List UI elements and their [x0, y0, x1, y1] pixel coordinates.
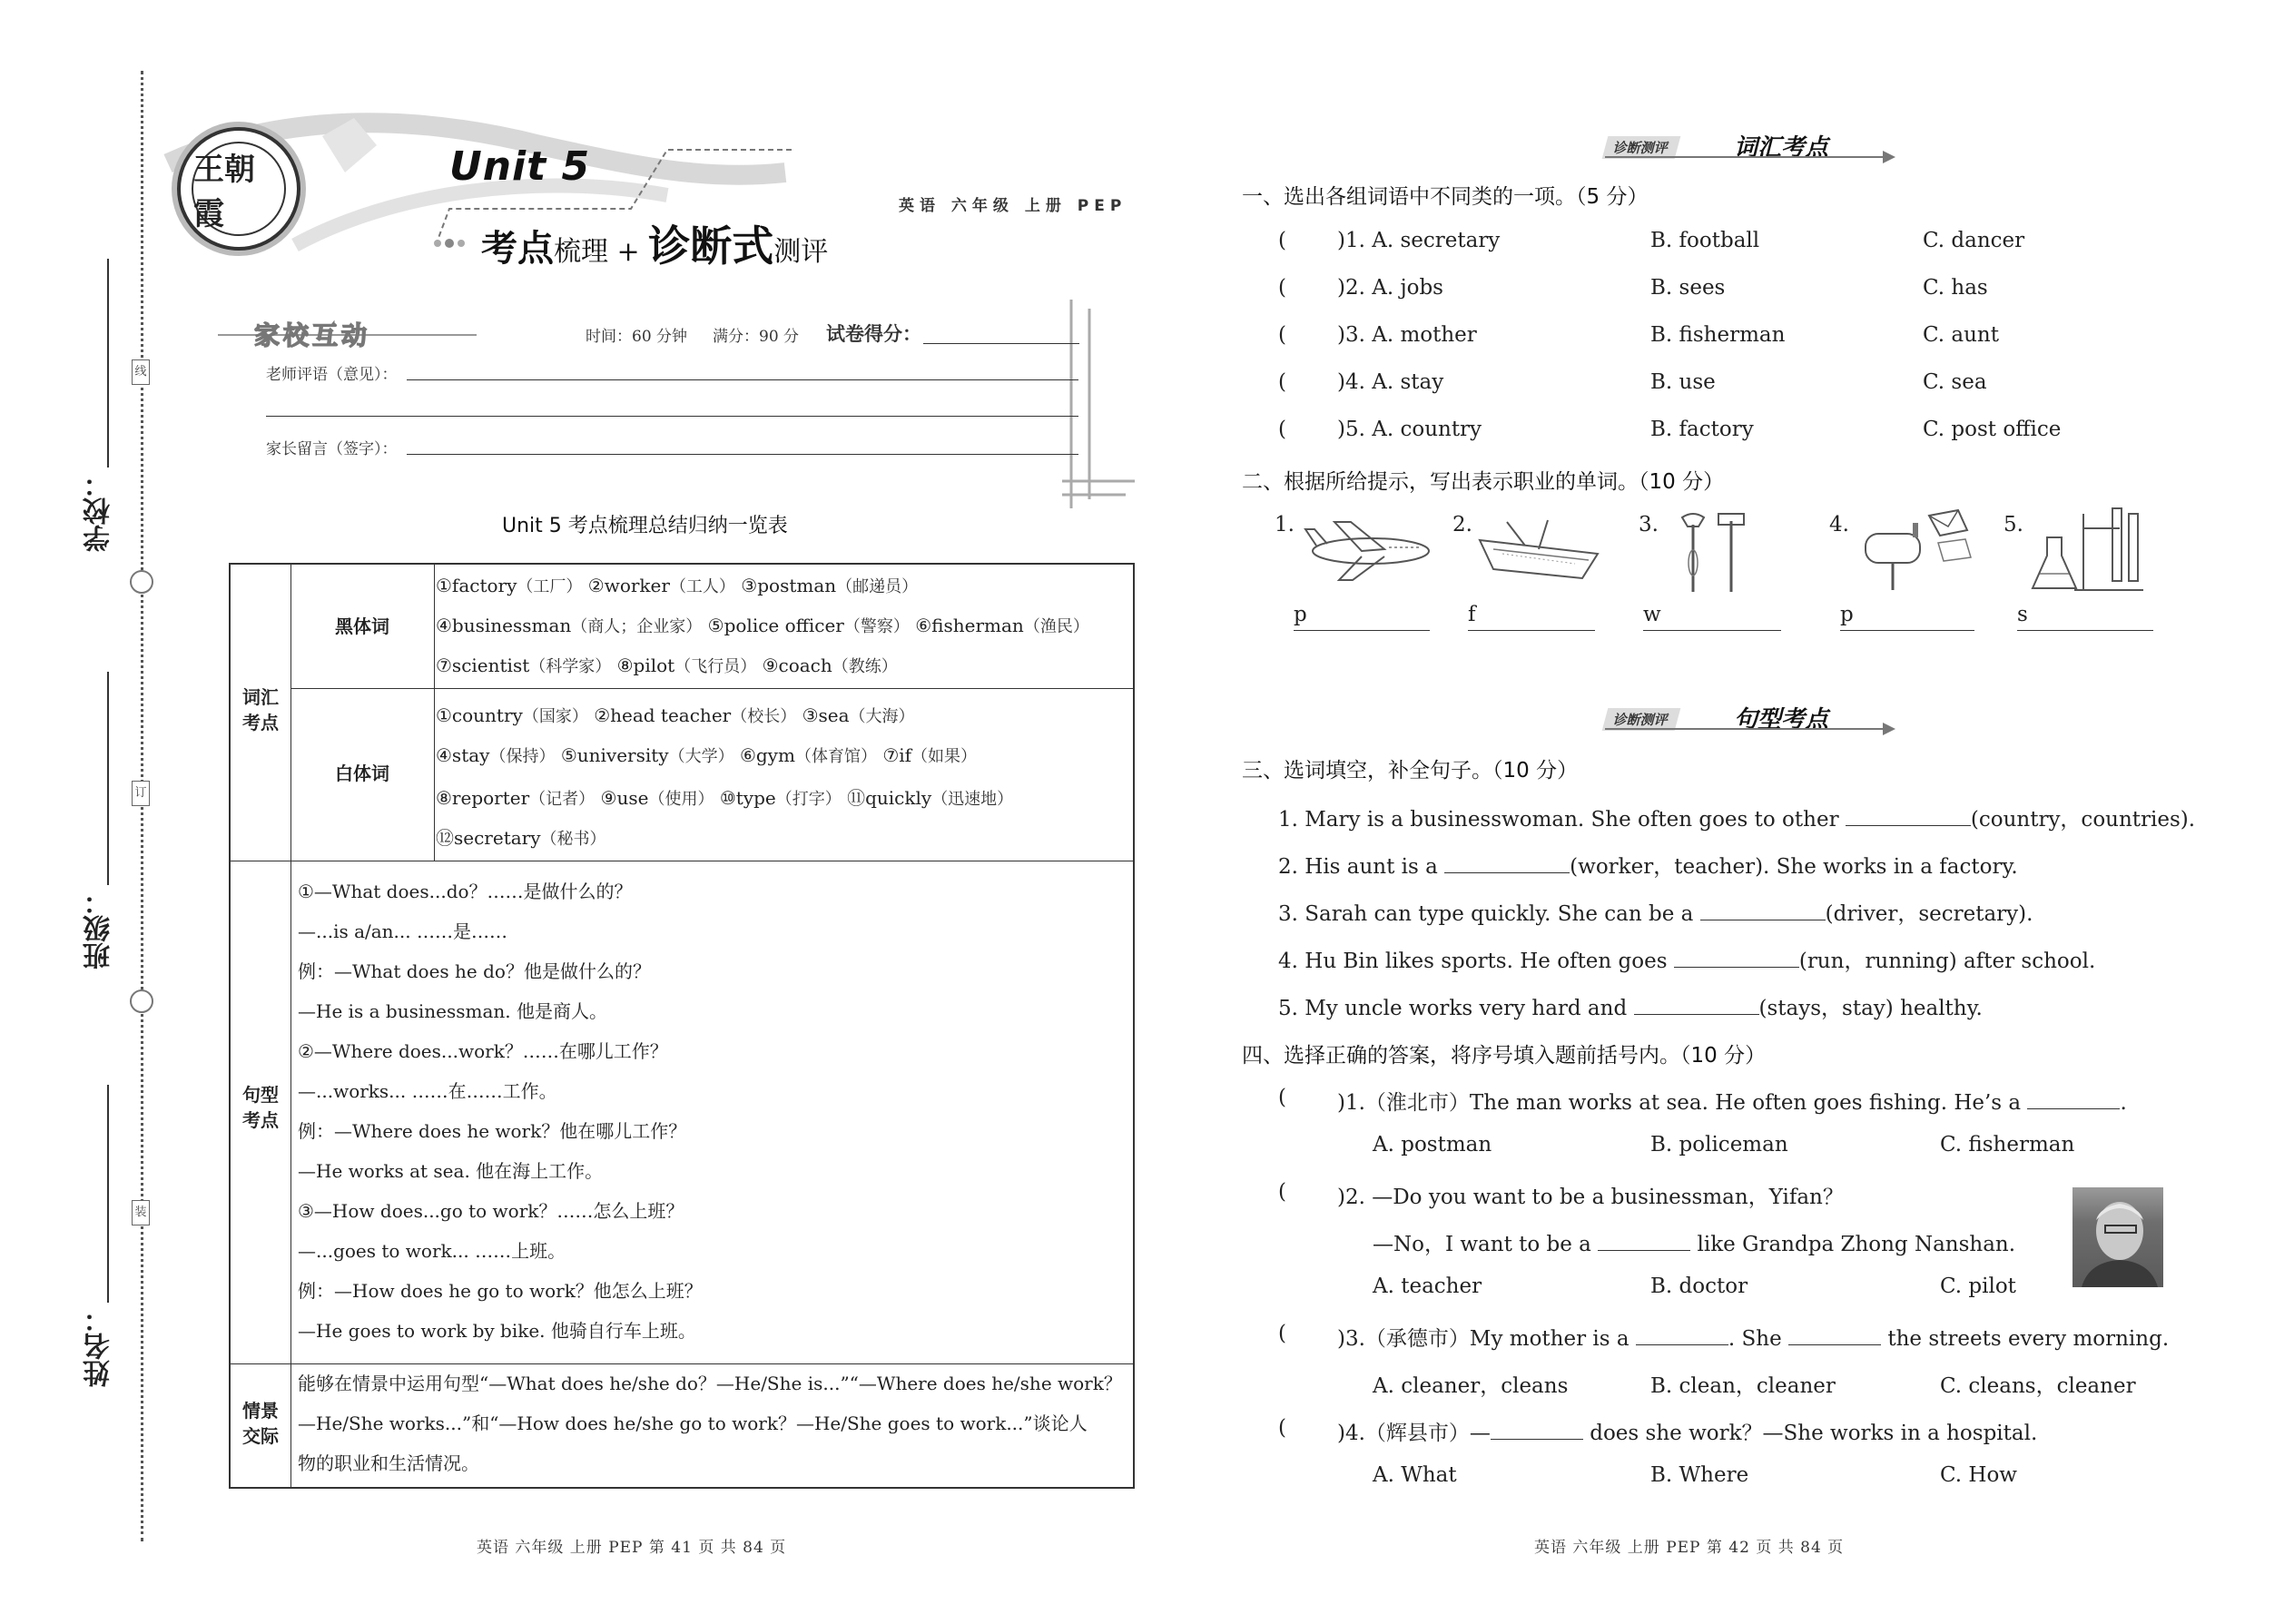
banner-title: 词汇考点 [1734, 134, 1829, 162]
bold-word-row [436, 654, 898, 677]
question-text: (driver，secretary). [1825, 902, 2033, 926]
choice-option: B. clean，cleaner [1650, 1374, 1836, 1398]
teacher-comment-line[interactable] [407, 379, 1078, 380]
word: ①country [436, 704, 523, 726]
choice-question [1337, 1416, 2037, 1446]
banner-title: 句型考点 [1734, 706, 1829, 733]
word: ②worker [587, 575, 670, 596]
category-text: 考点 [242, 1109, 279, 1131]
word-meaning: （科学家） [529, 657, 612, 676]
vocab-section-banner [1605, 129, 1905, 163]
choice-question: )2. —Do you want to be a businessman，Yifan？ [1337, 1186, 1844, 1209]
choice-option: A. postman [1373, 1133, 1492, 1156]
question-option-a: )5. A. country [1337, 418, 1482, 441]
word: ⑨coach [762, 655, 832, 676]
word-meaning: （迅速地） [931, 790, 1014, 809]
question-text: the streets every morning. [1881, 1327, 2170, 1351]
student-name-line[interactable] [107, 1085, 109, 1303]
sentence-pattern-line: —He is a businessman. 他是商人。 [298, 1000, 608, 1022]
word-meaning: （教练） [832, 657, 898, 676]
bold-word-row [436, 574, 918, 597]
question-option-b: B. football [1650, 229, 1760, 252]
choice-option: C. How [1940, 1463, 2017, 1487]
answer-paren-open[interactable]: ( [1278, 370, 1286, 394]
choice-option: C. cleans，cleaner [1940, 1374, 2136, 1398]
arrow-right-icon [1883, 151, 1895, 163]
choice-option: C. pilot [1940, 1275, 2016, 1298]
mailbox-icon [1856, 507, 1974, 593]
word: ⑩type [719, 787, 776, 809]
word: ⑥fisherman [915, 615, 1024, 636]
school-name-line[interactable] [107, 259, 109, 468]
answer-blank[interactable] [1788, 1326, 1881, 1345]
table-rule [290, 688, 1135, 689]
time-limit: 时间：60 分钟 [586, 328, 688, 346]
choice-question [1337, 1086, 2127, 1116]
word: ⑦scientist [436, 655, 530, 676]
word: ④stay [436, 744, 490, 766]
question-text: )1.（淮北市）The man works at sea. He often goes fishing. He’s a [1337, 1091, 2028, 1115]
answer-line[interactable] [2017, 630, 2153, 631]
section2-heading: 二、根据所给提示，写出表示职业的单词。（10 分） [1242, 470, 1725, 494]
answer-line[interactable] [1468, 630, 1595, 631]
word-meaning: （大海） [849, 707, 915, 726]
answer-blank[interactable] [1444, 854, 1570, 873]
choice-option: A. cleaner，cleans [1373, 1374, 1569, 1398]
choice-option: B. doctor [1650, 1275, 1748, 1298]
question-text: (run，running) after school. [1798, 950, 2096, 973]
name-label: 姓名： [84, 1305, 115, 1387]
question-option-a: )4. A. stay [1337, 370, 1444, 394]
word-meaning: （使用） [648, 790, 714, 809]
parent-comment-label: 家长留言（签字）： [266, 440, 398, 458]
answer-line[interactable] [1840, 630, 1974, 631]
picture-number: 5. [2004, 513, 2023, 536]
unit-title: Unit 5 [449, 143, 591, 190]
banner-tag: 诊断测评 [1602, 136, 1681, 159]
initial-letter: p [1840, 603, 1854, 626]
section4-heading: 四、选择正确的答案，将序号填入题前括号内。（10 分） [1242, 1044, 1767, 1068]
question-text: —No，I want to be a [1373, 1233, 1599, 1256]
tools-icon [1666, 508, 1757, 595]
question-text: 4. Hu Bin likes sports. He often goes [1278, 950, 1674, 973]
portrait-photo [2072, 1187, 2163, 1287]
sentence-pattern-line: ②—Where does...work？……在哪儿工作？ [298, 1040, 668, 1062]
question-text: . She [1728, 1327, 1789, 1351]
question-option-b: B. sees [1650, 276, 1726, 300]
question-option-b: B. use [1650, 370, 1716, 394]
word: ⑧pilot [616, 655, 675, 676]
sentence-pattern-line: 例：—What does he do？他是做什么的？ [298, 960, 651, 982]
word-meaning: （记者） [529, 790, 596, 809]
airplane-icon [1298, 513, 1434, 586]
question-option-c: C. has [1923, 276, 1988, 300]
word-meaning: （秘书） [540, 830, 606, 849]
word: ①factory [436, 575, 517, 596]
page-subtitle [481, 213, 828, 273]
choice-question [1373, 1227, 2015, 1257]
sentence-pattern-line: —...works... ……在……工作。 [298, 1080, 557, 1102]
category-text: 情景 [242, 1400, 279, 1422]
picture-number: 4. [1829, 513, 1849, 536]
choice-option: A. What [1373, 1463, 1457, 1487]
choice-option: A. teacher [1373, 1275, 1482, 1298]
question-text: 3. Sarah can type quickly. She can be a [1278, 902, 1700, 926]
question-text: . [2120, 1091, 2127, 1115]
sentence-pattern-line: —He goes to work by bike. 他骑自行车上班。 [298, 1320, 696, 1342]
category-text: 词汇 [242, 686, 279, 708]
word-meaning: （工厂） [517, 577, 583, 596]
banner-rule [1605, 156, 1886, 158]
arrow-right-icon [1883, 723, 1895, 735]
bold-word-row [436, 614, 1089, 637]
question-option-a: )1. A. secretary [1337, 229, 1501, 252]
score-input-line[interactable] [923, 343, 1079, 344]
page-footer-left: 英语 六年级 上册 PEP 第 41 页 共 84 页 [477, 1539, 787, 1557]
binding-mark: 线 [132, 359, 150, 385]
category-text: 交际 [242, 1425, 279, 1447]
choice-option: B. policeman [1650, 1133, 1788, 1156]
banner-tag: 诊断测评 [1602, 708, 1681, 731]
teacher-comment-line[interactable] [266, 416, 1078, 417]
category-text: 考点 [242, 712, 279, 733]
picture-number: 3. [1639, 513, 1659, 536]
sentence-pattern-line: —He works at sea. 他在海上工作。 [298, 1160, 604, 1182]
answer-paren-open[interactable]: ( [1278, 418, 1286, 441]
sentence-pattern-line: ③—How does...go to work？……怎么上班？ [298, 1200, 684, 1222]
initial-letter: p [1294, 603, 1307, 626]
word-meaning: （邮递员） [836, 577, 919, 596]
answer-blank[interactable] [1636, 1326, 1728, 1345]
sentence-pattern-line: 例：—Where does he work？他在哪儿工作？ [298, 1120, 687, 1142]
binding-hole [130, 570, 153, 594]
sentence-section-banner [1605, 701, 1905, 735]
scene-description-line: 物的职业和生活情况。 [298, 1452, 479, 1474]
answer-paren-open[interactable]: ( [1278, 229, 1286, 252]
answer-blank[interactable] [1674, 949, 1799, 968]
answer-line[interactable] [1294, 630, 1430, 631]
fill-blank-question [1278, 897, 2033, 927]
picture-number: 1. [1275, 513, 1295, 536]
scene-description-line: 能够在情景中运用句型“—What does he/she do？—He/She is...”“—Where does he/she work？ [298, 1373, 1122, 1394]
answer-blank[interactable] [1700, 901, 1826, 920]
word: ⑥gym [739, 744, 795, 766]
question-text: (stays，stay) healthy. [1758, 997, 1983, 1020]
question-text: )4.（辉县市）— [1337, 1422, 1491, 1445]
subtitle-part: 测评 [773, 236, 829, 268]
word: ③postman [741, 575, 837, 596]
page-footer-right: 英语 六年级 上册 PEP 第 42 页 共 84 页 [1534, 1539, 1845, 1557]
section3-heading: 三、选词填空，补全句子。（10 分） [1242, 759, 1579, 782]
question-text: like Grandpa Zhong Nanshan. [1690, 1233, 2016, 1256]
fill-blank-question [1278, 944, 2095, 974]
table-rule [434, 565, 435, 861]
answer-blank[interactable] [1491, 1421, 1583, 1440]
sentence-pattern-line: 例：—How does he go to work？他怎么上班？ [298, 1280, 703, 1302]
answer-blank[interactable] [1846, 807, 1971, 826]
word: ⑪quickly [847, 787, 932, 809]
binding-mark: 订 [132, 781, 150, 806]
lab-flask-icon [2029, 501, 2147, 596]
question-text: 5. My uncle works very hard and [1278, 997, 1634, 1020]
word: ⑤university [560, 744, 669, 766]
fill-blank-question [1278, 991, 1983, 1021]
question-text: 1. Mary is a businesswoman. She often goes to other [1278, 808, 1846, 832]
plain-word-row [436, 704, 915, 727]
word: ⑫secretary [436, 827, 541, 849]
summary-table-title: Unit 5 考点梳理总结归纳一览表 [502, 515, 788, 537]
corner-lines-decoration [1062, 300, 1135, 508]
subtitle-part: 梳理 [554, 236, 608, 268]
binding-dotted-line [141, 71, 143, 1541]
question-option-c: C. post office [1923, 418, 2062, 441]
question-option-c: C. dancer [1923, 229, 2025, 252]
word-meaning: （保持） [489, 747, 556, 766]
word-meaning: （校长） [731, 707, 797, 726]
publisher-logo [177, 127, 300, 251]
plain-word-row [436, 743, 977, 767]
question-option-c: C. aunt [1923, 323, 1999, 347]
answer-blank[interactable] [1598, 1232, 1690, 1251]
answer-blank[interactable] [2027, 1090, 2120, 1109]
fill-blank-question [1278, 802, 2195, 832]
sentence-category [231, 1082, 290, 1133]
binding-hole [130, 989, 153, 1013]
word: ⑦if [882, 744, 912, 766]
word-meaning: （如果） [911, 747, 978, 766]
fishing-boat-icon [1475, 513, 1602, 586]
choice-question [1337, 1322, 2169, 1352]
answer-paren-open[interactable]: ( [1278, 323, 1286, 347]
plain-word-row [436, 823, 606, 850]
logo-text: 王朝霞 [192, 142, 286, 236]
answer-paren-open[interactable]: ( [1278, 276, 1286, 300]
word-meaning: （飞行员） [674, 657, 757, 676]
word-meaning: （打字） [775, 790, 842, 809]
initial-letter: f [1468, 603, 1476, 626]
question-option-b: B. fisherman [1650, 323, 1786, 347]
school-label: 学校： [84, 470, 115, 552]
question-text: )3.（承德市）My mother is a [1337, 1327, 1636, 1351]
word: ⑤police officer [707, 615, 844, 636]
answer-paren-open[interactable]: ( [1278, 1322, 1286, 1345]
word-meaning: （大学） [668, 747, 734, 766]
table-rule [290, 565, 291, 1487]
subtitle-plus: + [616, 236, 640, 268]
initial-letter: s [2017, 603, 2028, 626]
word-meaning: （警察） [843, 617, 910, 636]
word: ②head teacher [594, 704, 732, 726]
choice-option: B. Where [1650, 1463, 1749, 1487]
home-school-heading: 家校互动 [254, 320, 371, 350]
section1-heading: 一、选出各组词语中不同类的一项。（5 分） [1242, 185, 1649, 209]
word-meaning: （工人） [669, 577, 735, 596]
portrait-image [2072, 1187, 2163, 1287]
answer-paren-open[interactable]: ( [1278, 1086, 1286, 1109]
initial-letter: w [1643, 603, 1661, 626]
answer-paren-open[interactable]: ( [1278, 1416, 1286, 1440]
class-label: 班级： [84, 888, 115, 969]
sentence-pattern-line: —...is a/an... ……是…… [298, 920, 507, 942]
sentence-pattern-line: —...goes to work... ……上班。 [298, 1240, 566, 1262]
summary-table [229, 563, 1135, 1489]
vocab-category [231, 684, 290, 735]
subtitle-part: 诊断式 [648, 221, 774, 271]
word-meaning: （体育馆） [794, 747, 877, 766]
table-rule [231, 1363, 1135, 1364]
word-meaning: （国家） [522, 707, 588, 726]
subtitle-part: 考点 [481, 227, 554, 270]
question-text: does she work？—She works in a hospital. [1582, 1422, 2038, 1445]
question-option-c: C. sea [1923, 370, 1987, 394]
word: ④businessman [436, 615, 572, 636]
answer-line[interactable] [1643, 630, 1781, 631]
full-score: 满分：90 分 [713, 328, 800, 346]
question-text: 2. His aunt is a [1278, 855, 1445, 879]
picture-number: 2. [1452, 513, 1472, 536]
score-label: 试卷得分： [826, 322, 921, 345]
plain-words-category: 白体词 [335, 763, 389, 784]
subject-grade-line: 英语 六年级 上册 PEP [899, 197, 1127, 215]
answer-paren-open[interactable]: ( [1278, 1180, 1286, 1204]
scene-description-line: —He/She works...”和“—How does he/she go to work？—He/She goes to work...”谈论人 [298, 1412, 1088, 1434]
banner-rule [1605, 728, 1886, 730]
choice-option: C. fisherman [1940, 1133, 2075, 1156]
word-meaning: （商人；企业家） [571, 617, 703, 636]
question-option-a: )2. A. jobs [1337, 276, 1443, 300]
scene-category [231, 1398, 290, 1449]
question-option-a: )3. A. mother [1337, 323, 1477, 347]
question-option-b: B. factory [1650, 418, 1754, 441]
teacher-comment-label: 老师评语（意见）： [266, 366, 398, 384]
question-text: (worker，teacher). She works in a factory. [1570, 855, 2018, 879]
question-text: (country，countries). [1970, 808, 2196, 832]
answer-blank[interactable] [1634, 996, 1759, 1015]
word: ⑧reporter [436, 787, 530, 809]
class-name-line[interactable] [107, 672, 109, 885]
plain-word-row [436, 783, 1013, 810]
bold-words-category: 黑体词 [335, 615, 389, 637]
fill-blank-question [1278, 850, 2018, 880]
word-meaning: （渔民） [1023, 617, 1089, 636]
word: ③sea [802, 704, 850, 726]
word: ⑨use [600, 787, 649, 809]
binding-mark: 装 [132, 1200, 150, 1225]
sentence-pattern-line: ①—What does...do？……是做什么的？ [298, 881, 633, 902]
parent-comment-line[interactable] [407, 454, 1078, 455]
category-text: 句型 [242, 1084, 279, 1106]
